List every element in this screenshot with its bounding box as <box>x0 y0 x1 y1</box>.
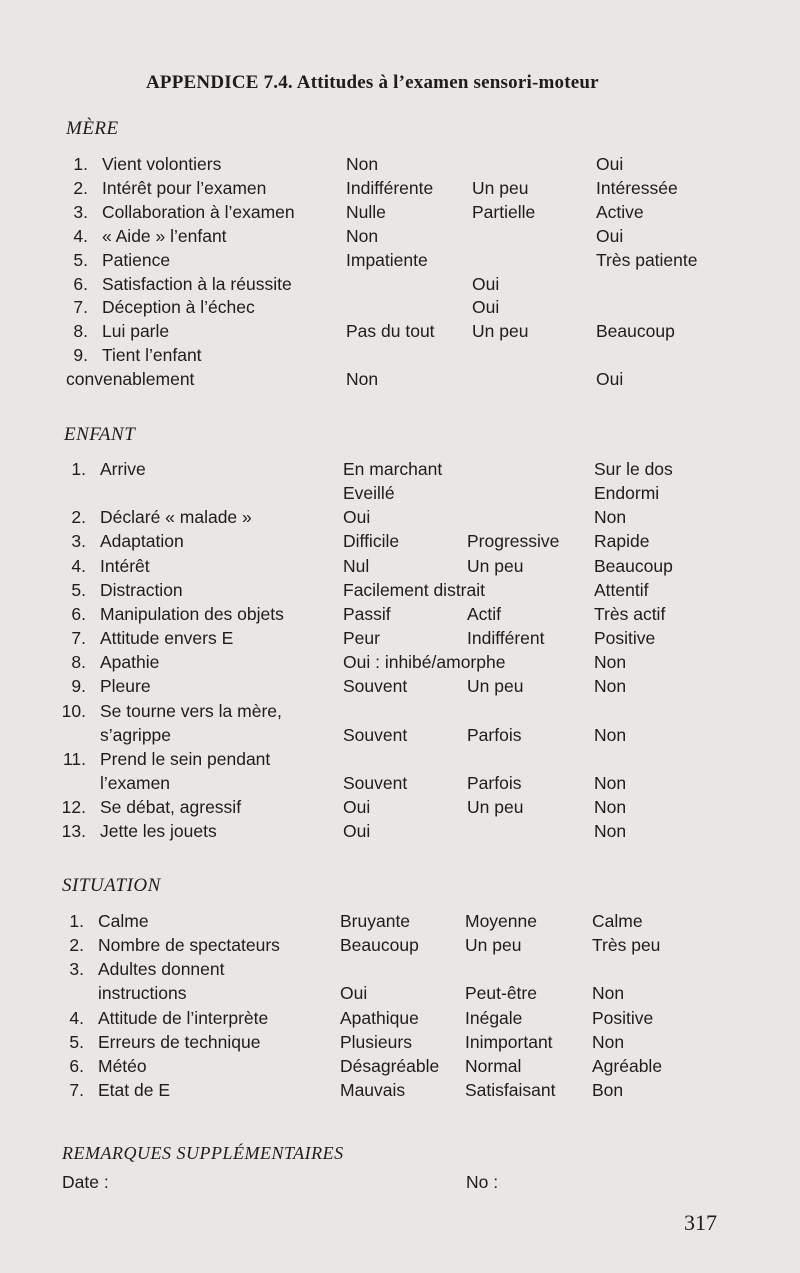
response-option-2: Un peu <box>467 676 524 697</box>
response-option-1: En marchant <box>343 459 443 479</box>
item-label: Se tourne vers la mère, <box>100 700 282 721</box>
response-option-2: Actif <box>467 603 502 624</box>
response-option-2: Un peu <box>472 177 529 198</box>
item-number: 3. <box>71 531 86 552</box>
response-option-3: Positive <box>594 628 656 649</box>
table-row <box>0 177 800 199</box>
item-label: Calme <box>98 911 149 931</box>
table-row <box>0 796 800 818</box>
item-number: 6. <box>73 273 88 294</box>
response-option-2: Un peu <box>467 797 524 818</box>
item-label: Tient l’enfant <box>102 345 202 366</box>
response-option-1: Plusieurs <box>340 1031 412 1052</box>
response-option-2: Peut-être <box>465 983 537 1004</box>
item-label: Déception à l’échec <box>102 297 255 318</box>
response-option-3: Oui <box>596 225 624 246</box>
item-label: Se débat, agressif <box>100 797 242 818</box>
item-label: Jette les jouets <box>100 821 217 842</box>
item-number: 10. <box>61 700 86 721</box>
response-option-3: Très actif <box>594 603 666 624</box>
response-option-3: Oui <box>596 154 624 174</box>
item-number: 2. <box>69 935 84 956</box>
item-label: Patience <box>102 249 171 270</box>
table-row <box>0 201 800 223</box>
response-option-1: Oui <box>343 507 371 528</box>
response-option-3: Oui <box>596 369 624 390</box>
item-label: « Aide » l’enfant <box>102 225 227 246</box>
item-number: 7. <box>69 1080 84 1101</box>
item-label: Satisfaction à la réussite <box>102 273 292 294</box>
response-option-2: Normal <box>465 1055 522 1076</box>
response-option-3: Attentif <box>594 579 649 600</box>
item-label: Arrive <box>100 459 146 479</box>
item-label: Lui parle <box>102 321 170 342</box>
item-number: 8. <box>73 321 88 342</box>
table-row <box>0 458 800 480</box>
response-option-3: Non <box>592 983 625 1004</box>
response-option-1: Difficile <box>343 531 400 552</box>
item-number: 4. <box>69 1007 84 1028</box>
item-number: 8. <box>71 652 86 673</box>
response-option-3: Beaucoup <box>594 555 673 576</box>
item-label: Déclaré « malade » <box>100 507 252 528</box>
table-row <box>0 1079 800 1101</box>
response-option-1: Oui <box>340 983 368 1004</box>
table-row <box>0 958 800 980</box>
item-number: 5. <box>73 249 88 270</box>
table-row <box>0 982 800 1004</box>
response-option-1: Non <box>346 225 379 246</box>
response-option-1: Nulle <box>346 201 386 222</box>
response-option-3: Agréable <box>592 1055 663 1076</box>
response-option-2: Un peu <box>467 555 524 576</box>
response-option-1: Souvent <box>343 724 408 745</box>
number-label: No : <box>466 1172 499 1192</box>
response-option-2: Parfois <box>467 724 522 745</box>
item-label: Etat de E <box>98 1080 170 1101</box>
table-row <box>0 530 800 552</box>
table-row <box>0 368 800 390</box>
response-option-3: Non <box>594 724 627 745</box>
response-option-1: Souvent <box>343 772 408 793</box>
response-option-1: Beaucoup <box>340 935 419 956</box>
item-label: l’examen <box>100 772 171 793</box>
response-option-3: Non <box>592 1031 625 1052</box>
response-option-3: Active <box>596 201 644 222</box>
table-row <box>0 603 800 625</box>
table-row <box>0 1055 800 1077</box>
table-row <box>0 153 800 175</box>
item-label: convenablement <box>66 369 195 390</box>
response-option-1: Pas du tout <box>346 321 435 342</box>
response-option-2: Progressive <box>467 531 560 552</box>
table-row <box>0 273 800 295</box>
item-number: 2. <box>71 507 86 528</box>
item-label: Attitude envers E <box>100 628 234 649</box>
response-option-2: Inégale <box>465 1007 523 1028</box>
item-label: s’agrippe <box>100 724 172 745</box>
item-label: instructions <box>98 983 187 1004</box>
item-label: Erreurs de technique <box>98 1031 261 1052</box>
item-number: 4. <box>73 225 88 246</box>
date-label: Date : <box>62 1172 109 1192</box>
response-option-1: Oui <box>343 797 371 818</box>
item-number: 11. <box>62 748 86 769</box>
response-option-3: Intéressée <box>596 177 678 198</box>
table-row <box>0 1031 800 1053</box>
response-option-1: Souvent <box>343 676 408 697</box>
table-row <box>0 651 800 673</box>
item-number: 12. <box>61 797 86 818</box>
response-option-3: Beaucoup <box>596 321 675 342</box>
response-option-2: Satisfaisant <box>465 1080 556 1101</box>
table-row <box>0 296 800 318</box>
response-option-1: Mauvais <box>340 1080 406 1101</box>
response-option-2: Partielle <box>472 201 536 222</box>
table-row <box>0 772 800 794</box>
response-option-3: Calme <box>592 911 643 931</box>
remarks-heading: REMARQUES SUPPLÉMENTAIRES <box>62 1143 344 1163</box>
response-option-1: Nul <box>343 555 370 576</box>
response-option-3: Non <box>594 821 627 842</box>
response-option-3: Non <box>594 772 627 793</box>
item-number: 6. <box>71 603 86 624</box>
item-number: 7. <box>73 297 88 318</box>
response-option-1: Oui <box>343 821 371 842</box>
item-label: Intérêt pour l’examen <box>102 177 267 198</box>
response-option-1: Non <box>346 369 379 390</box>
response-option-1: Eveillé <box>343 483 395 504</box>
item-number: 7. <box>71 628 86 649</box>
item-label: Adaptation <box>100 531 184 552</box>
response-option-3: Non <box>594 676 627 697</box>
table-row <box>0 249 800 271</box>
response-option-3: Très peu <box>592 935 661 956</box>
table-row <box>0 627 800 649</box>
item-number: 1. <box>71 459 86 479</box>
response-option-1: Oui : inhibé/amorphe <box>343 652 506 673</box>
item-label: Manipulation des objets <box>100 603 284 624</box>
item-number: 1. <box>73 154 88 174</box>
response-option-2: Indifférent <box>467 628 545 649</box>
table-row <box>0 910 800 932</box>
table-row <box>0 934 800 956</box>
item-number: 2. <box>73 177 88 198</box>
page-title: APPENDICE 7.4. Attitudes à l’examen sensori-moteur <box>146 72 599 93</box>
item-number: 1. <box>69 911 84 931</box>
section-heading-situation: SITUATION <box>62 875 161 896</box>
item-number: 9. <box>71 676 86 697</box>
response-option-1: Passif <box>343 603 391 624</box>
item-label: Adultes donnent <box>98 959 225 980</box>
table-row <box>0 506 800 528</box>
response-option-2: Oui <box>472 297 500 318</box>
response-option-1: Apathique <box>340 1007 419 1028</box>
response-option-1: Impatiente <box>346 249 428 270</box>
response-option-2: Inimportant <box>465 1031 553 1052</box>
section-heading-mere: MÈRE <box>66 118 119 139</box>
response-option-3: Non <box>594 507 627 528</box>
response-option-3: Rapide <box>594 531 650 552</box>
item-number: 3. <box>73 201 88 222</box>
table-row <box>0 320 800 342</box>
response-option-2: Un peu <box>472 321 529 342</box>
response-option-3: Endormi <box>594 483 660 504</box>
response-option-2: Moyenne <box>465 911 537 931</box>
table-row <box>0 579 800 601</box>
item-label: Vient volontiers <box>102 154 222 174</box>
item-label: Intérêt <box>100 555 150 576</box>
item-label: Prend le sein pendant <box>100 748 271 769</box>
item-label: Météo <box>98 1055 147 1076</box>
table-row <box>0 555 800 577</box>
response-option-3: Sur le dos <box>594 459 673 479</box>
response-option-1: Facilement distrait <box>343 579 485 600</box>
item-number: 4. <box>71 555 86 576</box>
response-option-1: Désagréable <box>340 1055 440 1076</box>
table-row <box>0 724 800 746</box>
table-row <box>0 700 800 722</box>
item-number: 5. <box>69 1031 84 1052</box>
item-label: Distraction <box>100 579 183 600</box>
table-row <box>0 344 800 366</box>
item-number: 6. <box>69 1055 84 1076</box>
response-option-1: Peur <box>343 628 380 649</box>
response-option-1: Bruyante <box>340 911 411 931</box>
item-number: 3. <box>69 959 84 980</box>
response-option-3: Très patiente <box>596 249 698 270</box>
item-label: Attitude de l’interprète <box>98 1007 269 1028</box>
table-row <box>0 820 800 842</box>
table-row <box>0 225 800 247</box>
page-number: 317 <box>684 1210 717 1235</box>
table-row <box>0 1007 800 1029</box>
response-option-1: Non <box>346 154 379 174</box>
response-option-2: Parfois <box>467 772 522 793</box>
item-label: Collaboration à l’examen <box>102 201 295 222</box>
table-row <box>0 748 800 770</box>
response-option-2: Oui <box>472 273 500 294</box>
item-label: Pleure <box>100 676 151 697</box>
item-number: 5. <box>71 579 86 600</box>
item-number: 13. <box>61 821 86 842</box>
item-number: 9. <box>73 345 88 366</box>
item-label: Apathie <box>100 652 160 673</box>
section-heading-enfant: ENFANT <box>64 424 136 445</box>
response-option-3: Non <box>594 797 627 818</box>
response-option-3: Bon <box>592 1080 624 1101</box>
response-option-2: Un peu <box>465 935 522 956</box>
table-row <box>0 675 800 697</box>
response-option-3: Non <box>594 652 627 673</box>
table-row <box>0 482 800 504</box>
response-option-1: Indifférente <box>346 177 434 198</box>
item-label: Nombre de spectateurs <box>98 935 280 956</box>
response-option-3: Positive <box>592 1007 654 1028</box>
